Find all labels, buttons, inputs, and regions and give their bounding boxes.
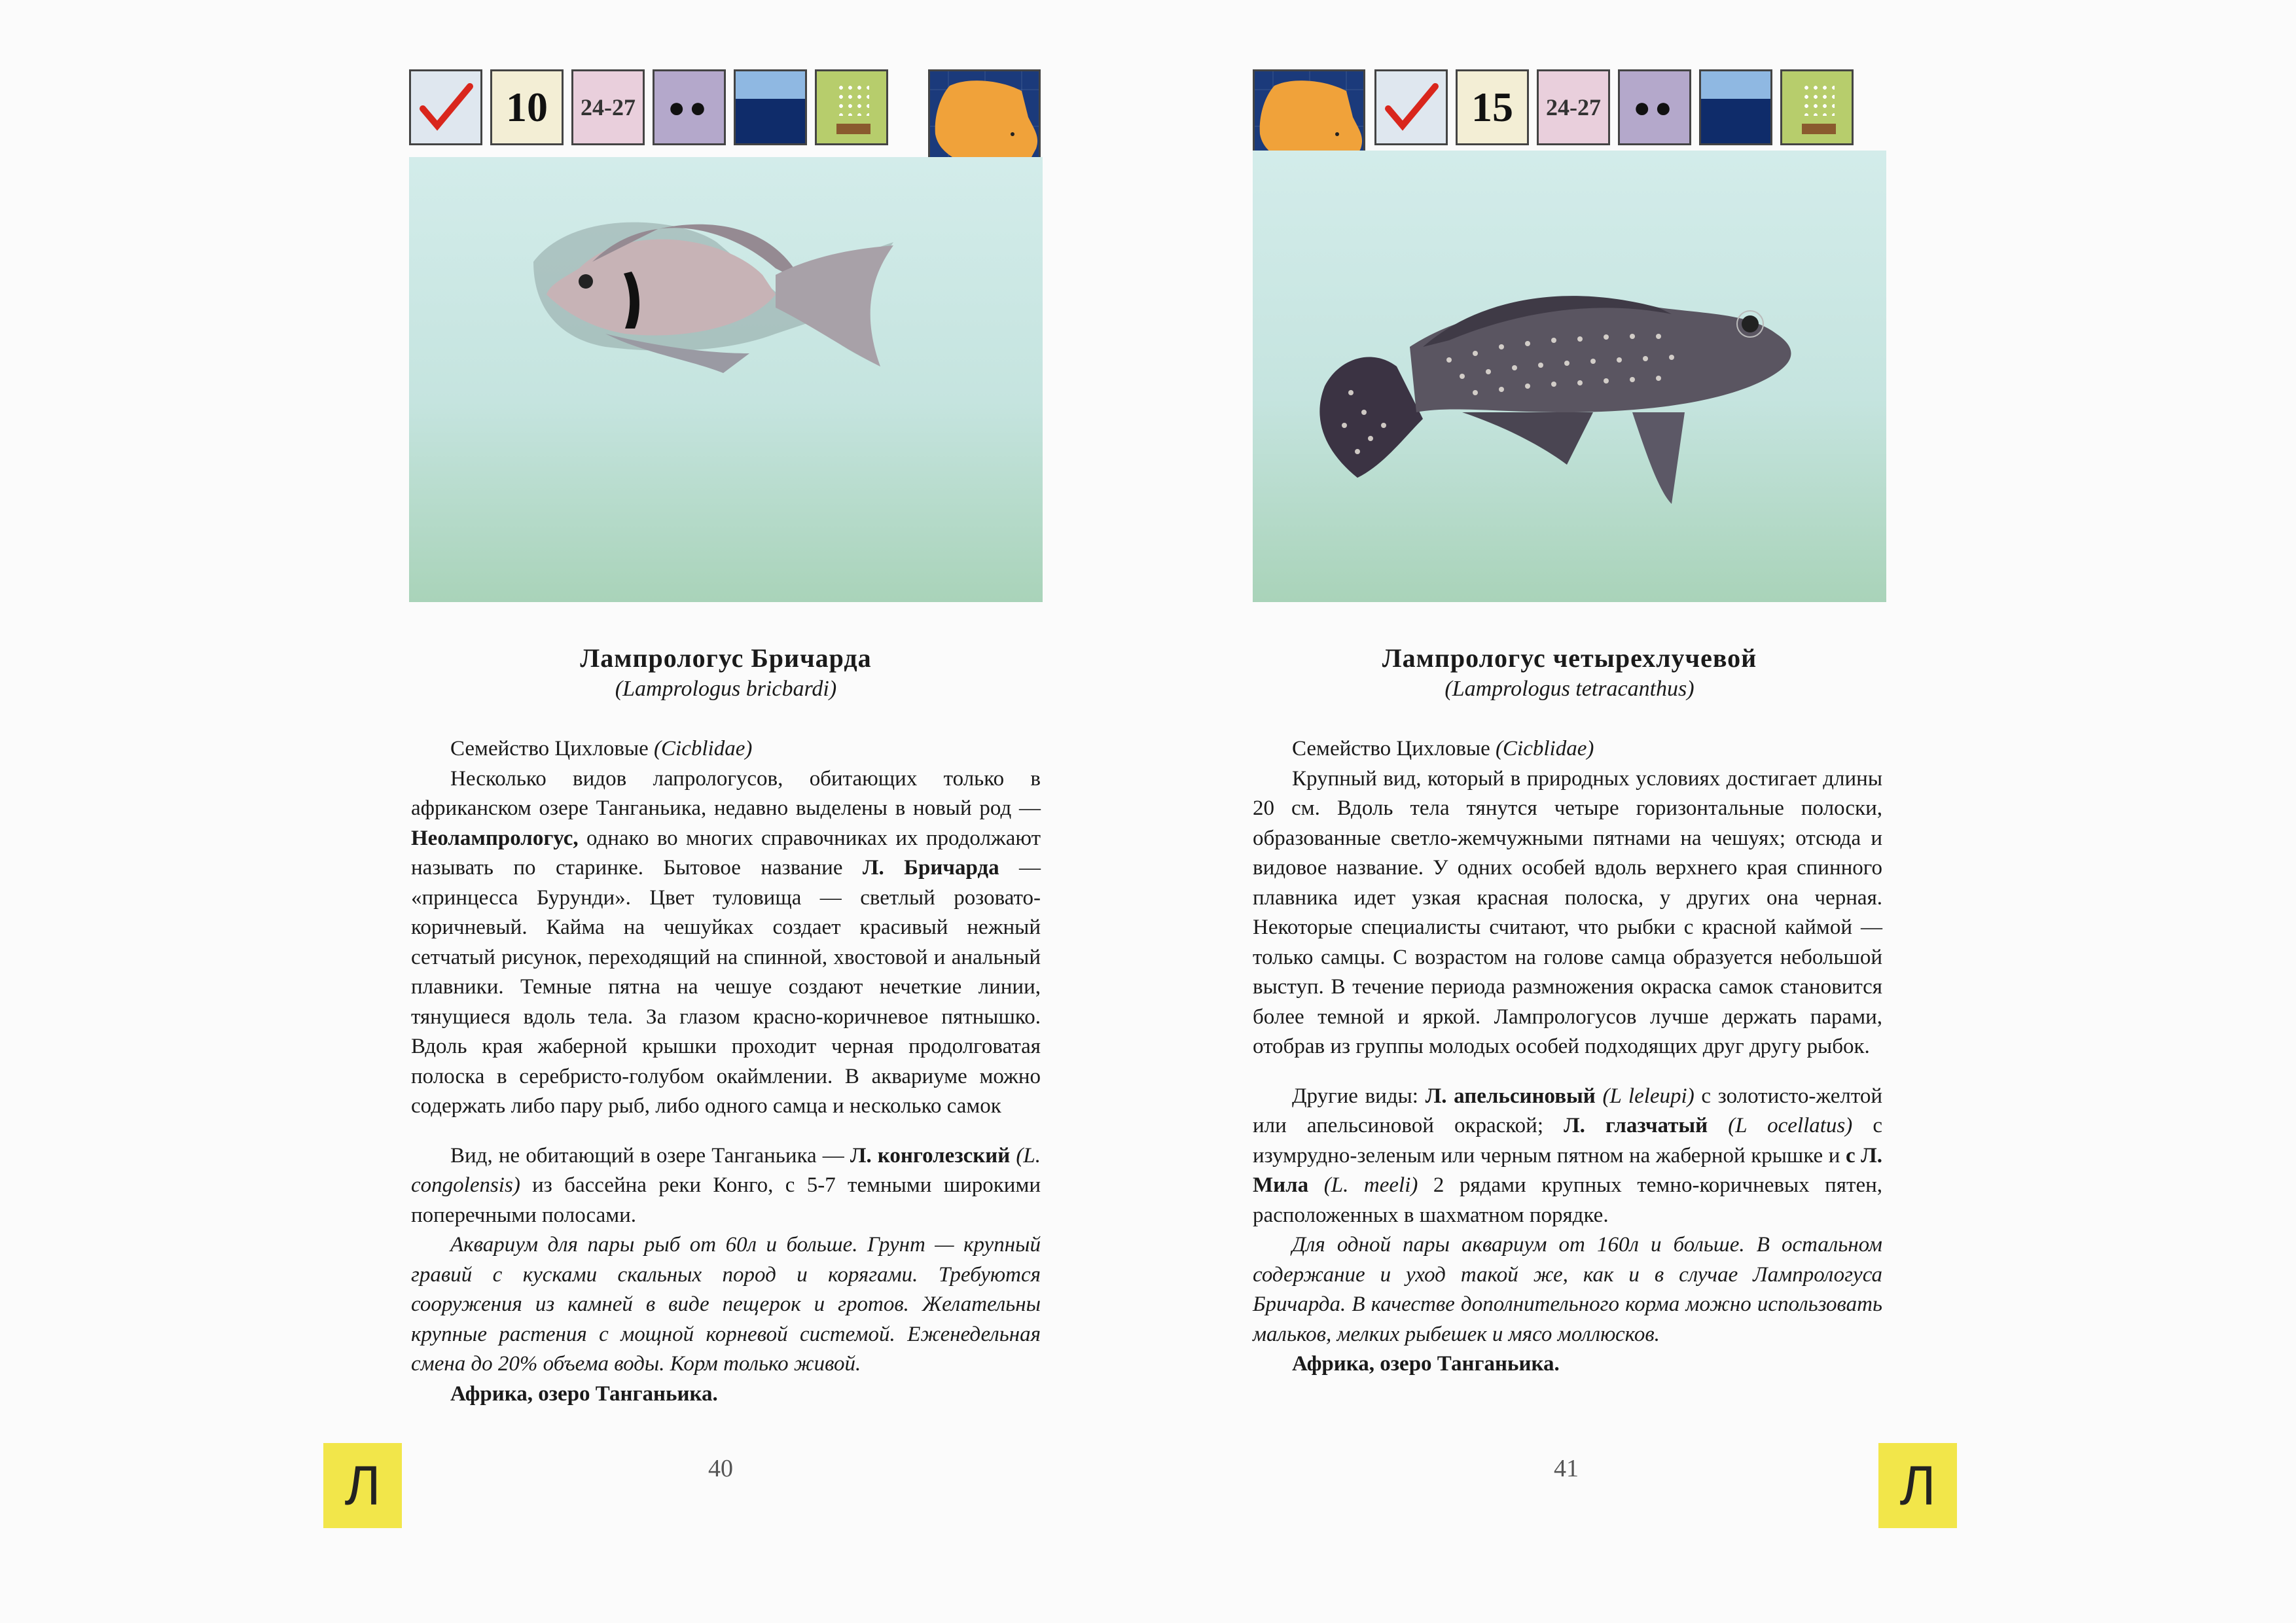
species-title: Лампрологус четырехлучевой: [1382, 643, 1757, 673]
fish-photo: [1253, 151, 1886, 602]
fish-size-icon: 10: [490, 69, 564, 145]
habitat: Африка, озеро Танганьика.: [450, 1382, 718, 1406]
care-icons: [409, 69, 888, 148]
alphabet-tab: Л: [323, 1443, 402, 1528]
difficulty-check-icon: [409, 69, 482, 145]
paragraph-care: Аквариум для пары рыб от 60л и больше. Грунт — крупный гравий с кусками скальных пород и корягами. Требуются сооружения из камней в виде пещерок и гротов. Желательны крупные растения с мощной корневой системой. Еженедельная смена до 20% объема воды. Корм только живой.: [411, 1233, 1041, 1376]
fish-illustration: [1253, 151, 1886, 602]
social-dots-icon: ●●: [653, 69, 726, 145]
family-line: Семейство Цихловые (Cicblidae): [450, 737, 753, 760]
species-latin: (Lamprologus tetracanthus): [1444, 677, 1695, 701]
temperature-icon: 24-27: [1537, 69, 1610, 145]
page-number: 41: [1554, 1455, 1579, 1482]
species-latin: (Lamprologus bricbardi): [615, 677, 837, 701]
species-description: [1253, 734, 1882, 1380]
water-level-icon: [734, 69, 807, 145]
water-level-icon: [1699, 69, 1772, 145]
alphabet-tab: Л: [1878, 1443, 1957, 1528]
fish-size-icon: 15: [1456, 69, 1529, 145]
care-icons: [1374, 69, 1854, 148]
social-dots-icon: ●●: [1618, 69, 1691, 145]
family-line: Семейство Цихловые (Cicblidae): [1292, 737, 1594, 760]
fish-illustration: [409, 157, 1043, 602]
food-icon: [1780, 69, 1854, 145]
paragraph-1: Несколько видов лапрологусов, обитающих только в африканском озере Танганьика, недавно выделены в новый род — Неолампрологус, однако во многих справочниках их продолжают называть по старинке. Бытовое название Л. Бричарда — «принцесса Бурунди». Цвет туловища — светлый розовато-коричневый. Кайма на чешуйках создает красивый нежный сетчатый рисунок, переходящий на спинной, хвостовой и анальный плавники. Темные пятна на чешуе создают нечеткие линии, тянущиеся вдоль тела. За глазом красно-коричневое пятнышко. Вдоль края жаберной крышки проходит черная продолговатая полоска в серебристо-голубом окаймлении. В аквариуме можно содержать либо пару рыб, либо одного самца и несколько самок: [411, 766, 1041, 1118]
food-icon: [815, 69, 888, 145]
right-page: [1148, 0, 2296, 1623]
difficulty-check-icon: [1374, 69, 1448, 145]
species-description: [411, 734, 1041, 1409]
habitat: Африка, озеро Танганьика.: [1292, 1352, 1560, 1376]
temperature-icon: 24-27: [571, 69, 645, 145]
paragraph-2: Вид, не обитающий в озере Танганьика — Л. конголезский (L. congolensis) из бассейна реки Конго, с 5-7 темными широкими поперечными полосами.: [411, 1143, 1041, 1227]
paragraph-2: Другие виды: Л. апельсиновый (L leleupi) с золотисто-желтой или апельсиновой окраской; Л. глазчатый (L ocellatus) с изумрудно-зеленым или черным пятном на жаберной крышке и с Л. Мила (L. meeli) 2 рядами крупных темно-коричневых пятен, расположенных в шахматном порядке.: [1253, 1084, 1883, 1227]
page-number: 40: [708, 1455, 733, 1482]
paragraph-care: Для одной пары аквариум от 160л и больше. В остальном содержание и уход такой же, как и в случае Лампрологуса Бричарда. В качестве дополнительного корма можно использовать мальков, мелких рыбешек и мясо моллюсков.: [1253, 1233, 1882, 1346]
fish-photo: [409, 157, 1043, 602]
paragraph-1: Крупный вид, который в природных условиях достигает длины 20 см. Вдоль тела тянутся четыре горизонтальные полоски, образованные светло-жемчужными пятнами на чешуях; отсюда и видовое название. У одних особей вдоль верхнего края спинного плавника идет узкая красная полоска, у других она черная. Некоторые специалисты считают, что рыбки с красной каймой — только самцы. С возрастом на голове самца образуется небольшой выступ. В течение периода размножения окраска самок становится более темной и яркой. Лампрологусов лучше держать парами, отобрав из группы молодых особей подходящих друг другу рыбок.: [1253, 766, 1882, 1058]
species-title: Лампрологус Бричарда: [580, 643, 872, 673]
